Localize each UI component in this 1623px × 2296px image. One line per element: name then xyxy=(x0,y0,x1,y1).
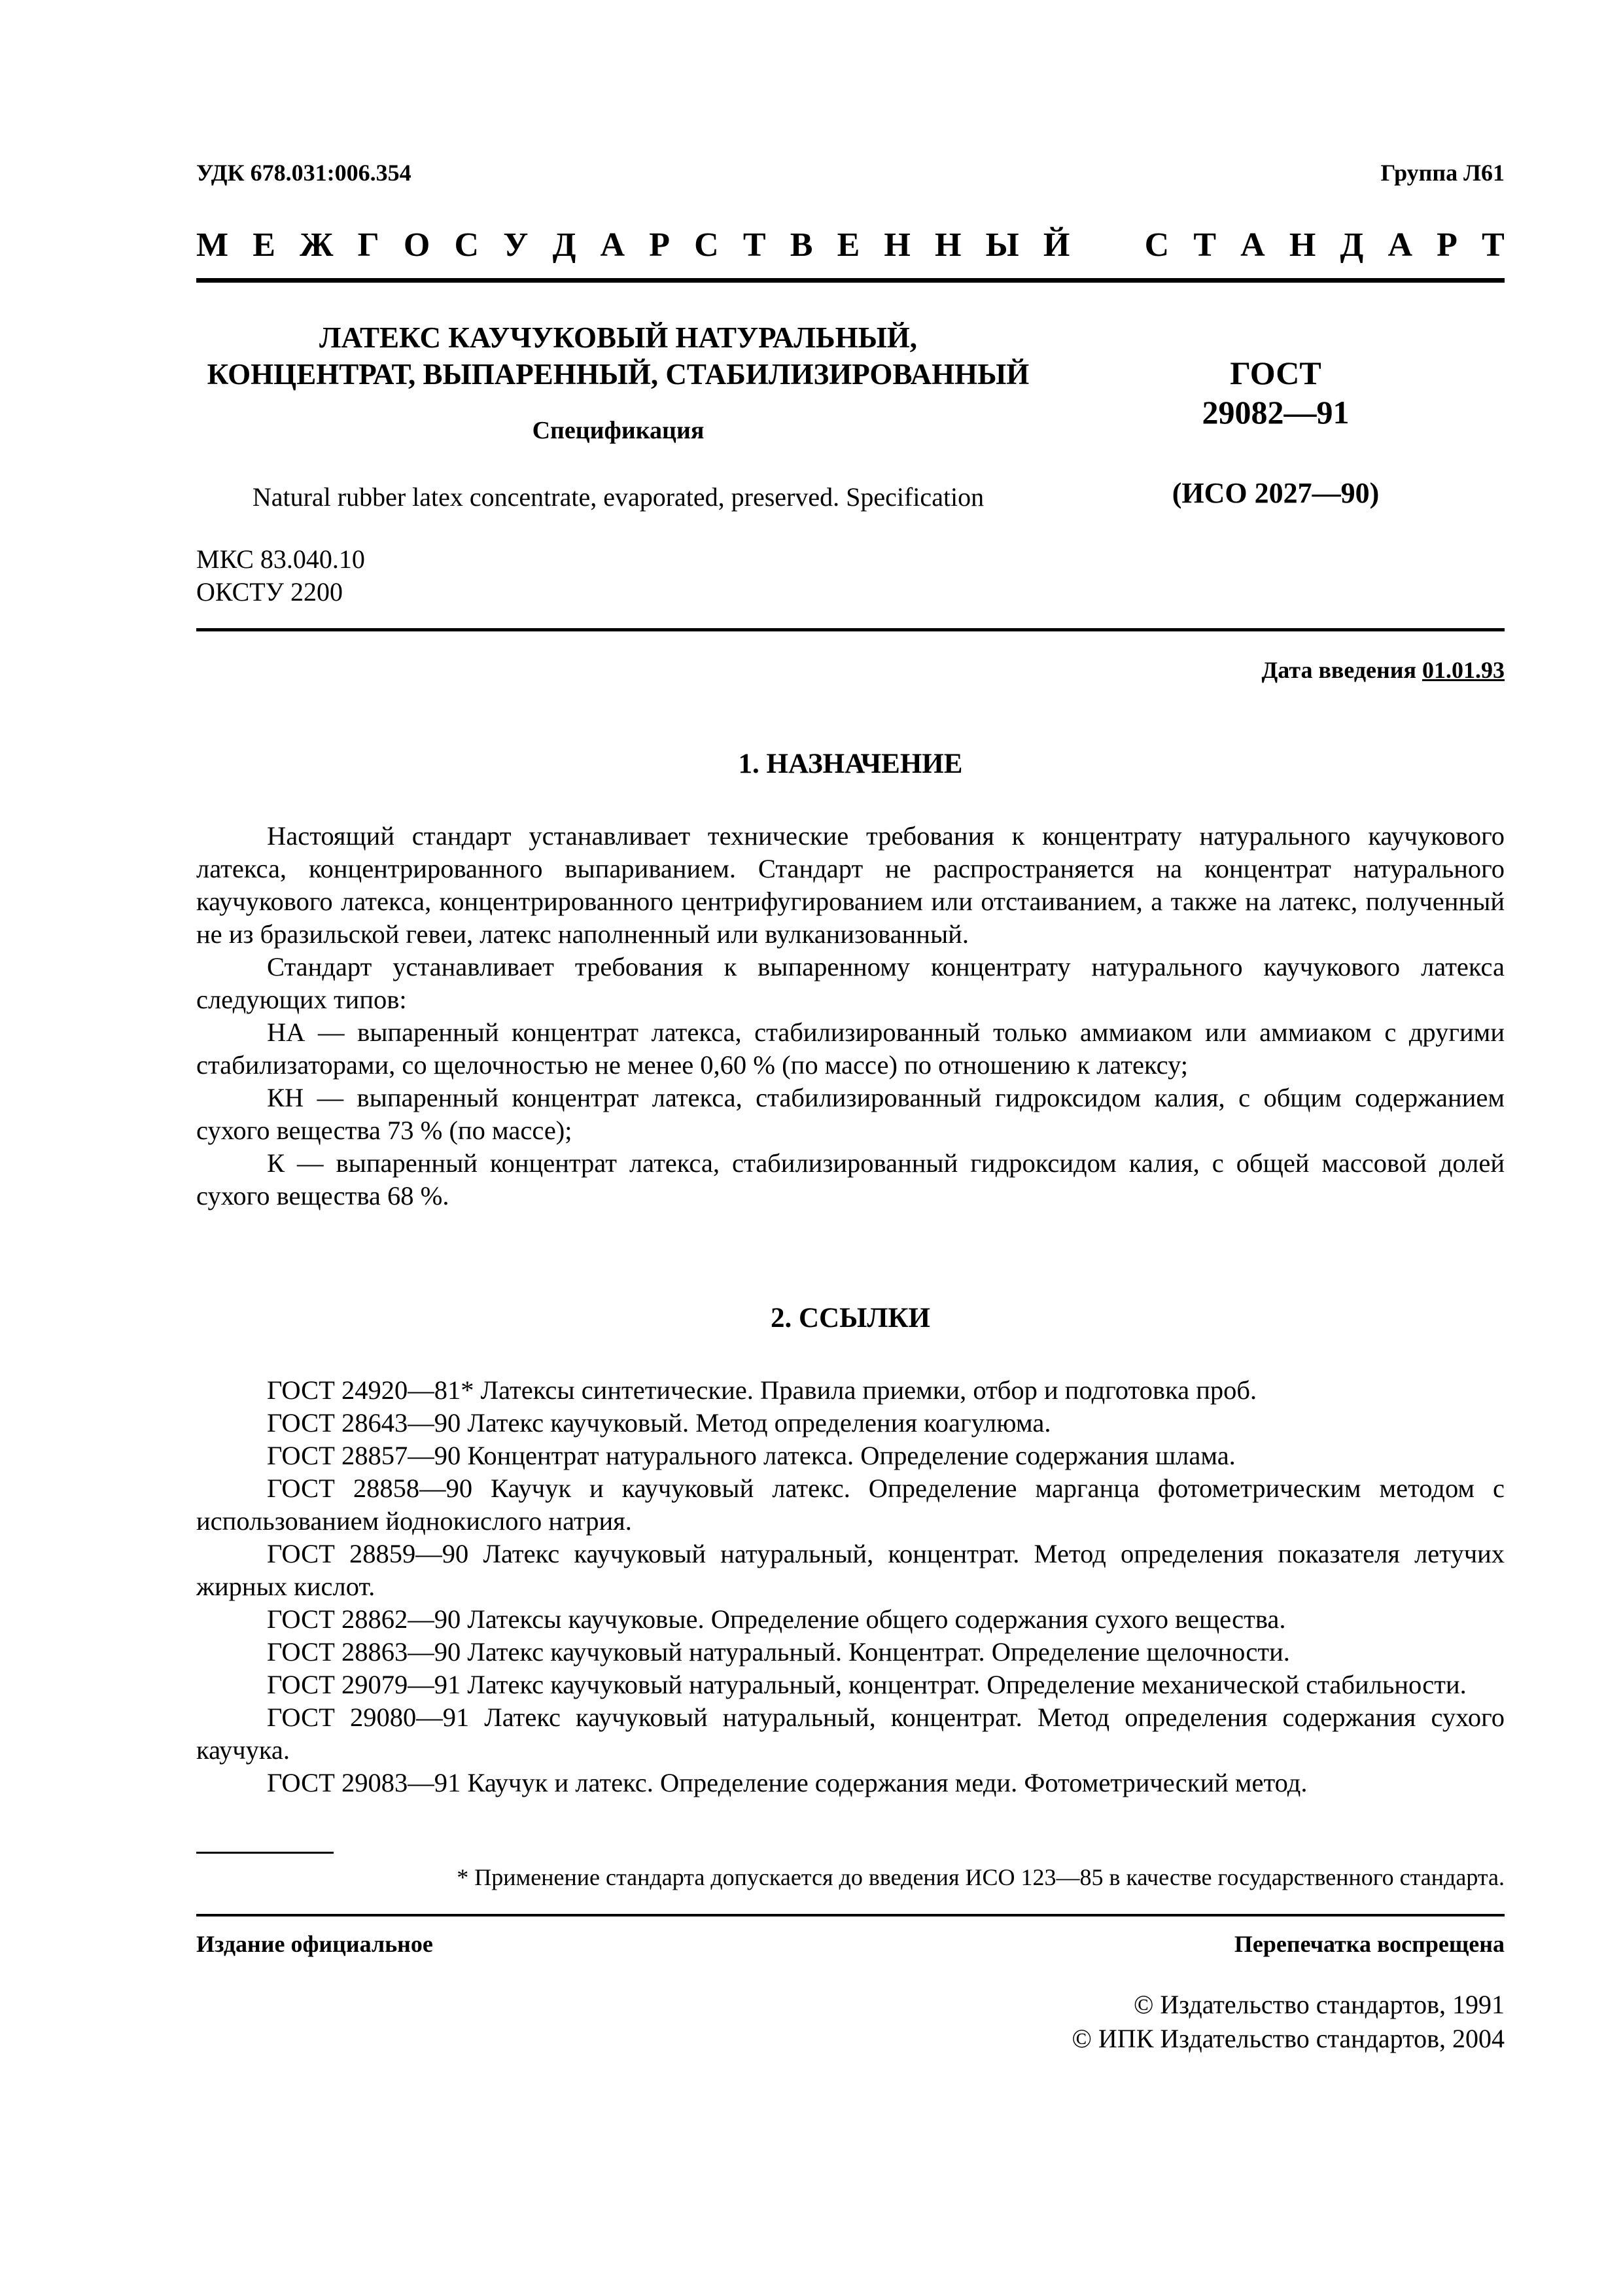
banner-letter: М xyxy=(196,226,229,264)
mks-code: МКС 83.040.10 xyxy=(196,544,365,574)
document-title xyxy=(196,319,1040,393)
udk-code: УДК 678.031:006.354 xyxy=(196,160,411,186)
gost-designation xyxy=(1138,353,1413,432)
title-line-1: ЛАТЕКС КАУЧУКОВЫЙ НАТУРАЛЬНЫЙ, xyxy=(319,321,918,354)
footer-rule xyxy=(196,1914,1505,1916)
banner-letter: Р xyxy=(649,226,670,264)
reference-item: ГОСТ 28863—90 Латекс каучуковый натуральный. Концентрат. Определение щелочности. xyxy=(267,1637,1290,1667)
reference-item: ГОСТ 28857—90 Концентрат натурального латекса. Определение содержания шлама. xyxy=(267,1441,1236,1470)
date-value: 01.01.93 xyxy=(1422,657,1505,683)
banner-letter: Ж xyxy=(300,226,334,264)
reference-item: ГОСТ 28862—90 Латексы каучуковые. Определение общего содержания сухого вещества. xyxy=(267,1604,1286,1634)
reference-item: ГОСТ 29080—91 Латекс каучуковый натуральный, концентрат. Метод определения содержания сухого каучука. xyxy=(196,1703,1505,1765)
banner-letter: Н xyxy=(1289,226,1316,264)
banner-letter: Р xyxy=(1437,226,1457,264)
reference-item: ГОСТ 24920—81* Латексы синтетические. Правила приемки, отбор и подготовка проб. xyxy=(267,1375,1257,1405)
specification-label: Спецификация xyxy=(532,417,705,444)
banner-letter: У xyxy=(503,226,529,264)
section-2-title: 2. ССЫЛКИ xyxy=(771,1303,930,1333)
banner-letter: С xyxy=(454,226,480,264)
banner-letter: О xyxy=(403,226,430,264)
banner-letter: Е xyxy=(837,226,860,264)
banner-letter: Н xyxy=(935,226,962,264)
banner-letter: Й xyxy=(1043,226,1070,264)
banner-letter: Г xyxy=(357,226,379,264)
banner-letter: Т xyxy=(742,226,766,264)
section-2-references xyxy=(196,1374,1505,1799)
copyright-line: © Издательство стандартов, 1991 xyxy=(1133,1990,1505,2019)
date-label: Дата введения xyxy=(1261,657,1416,683)
reference-item: ГОСТ 29079—91 Латекс каучуковый натуральный, концентрат. Определение механической стабильности. xyxy=(267,1670,1467,1699)
classification-codes xyxy=(196,543,365,609)
banner-letter: Е xyxy=(253,226,275,264)
copyright-block xyxy=(1072,1988,1505,2056)
banner-letter: В xyxy=(790,226,813,264)
introduction-date xyxy=(1262,656,1505,684)
paragraph: Стандарт устанавливает требования к выпаренному концентрату натурального каучукового латекса следующих типов: xyxy=(196,952,1505,1014)
interstate-standard-banner xyxy=(196,226,1505,264)
okstu-code: ОКСТУ 2200 xyxy=(196,577,343,607)
english-title: Natural rubber latex concentrate, evaporated, preserved. Specification xyxy=(252,482,985,512)
reprint-prohibited-label: Перепечатка воспрещена xyxy=(1234,1931,1505,1957)
banner-letter: А xyxy=(600,226,625,264)
header-rule xyxy=(196,278,1505,283)
copyright-line: © ИПК Издательство стандартов, 2004 xyxy=(1072,2024,1505,2053)
paragraph: Настоящий стандарт устанавливает технические требования к концентрату натурального каучукового латекса, концентрированного выпариванием. Стандарт не распространяется на концентрат натурального каучукового латекса, концентрированного центрифугированием или отстаиванием, а также на латекс, полученный не из бразильской гевеи, латекс наполненный или вулканизованный. xyxy=(196,821,1505,949)
section-1-title: 1. НАЗНАЧЕНИЕ xyxy=(738,749,963,779)
gost-label: ГОСТ xyxy=(1230,355,1321,391)
section-1-body xyxy=(196,820,1505,1212)
reference-item: ГОСТ 28643—90 Латекс каучуковый. Метод определения коагулюма. xyxy=(267,1408,1051,1438)
banner-letter: Д xyxy=(1340,226,1364,264)
iso-reference: (ИСО 2027—90) xyxy=(1172,477,1380,509)
paragraph: КН — выпаренный концентрат латекса, стабилизированный гидроксидом калия, с общим содержанием сухого вещества 73 % (по массе); xyxy=(196,1083,1505,1145)
footnote-rule xyxy=(196,1852,334,1854)
title-line-2: КОНЦЕНТРАТ, ВЫПАРЕННЫЙ, СТАБИЛИЗИРОВАННЫЙ xyxy=(207,358,1030,391)
banner-letter: Н xyxy=(884,226,911,264)
paragraph: К — выпаренный концентрат латекса, стабилизированный гидроксидом калия, с общей массовой долей сухого вещества 68 %. xyxy=(196,1148,1505,1210)
banner-letter: Д xyxy=(552,226,576,264)
banner-letter: С xyxy=(1144,226,1170,264)
title-rule xyxy=(196,628,1505,631)
footnote: * Применение стандарта допускается до введения ИСО 123—85 в качестве государственного стандарта. xyxy=(457,1864,1505,1890)
reference-item: ГОСТ 28858—90 Каучук и каучуковый латекс. Определение марганца фотометрическим методом с использованием йоднокислого натрия. xyxy=(196,1474,1505,1536)
group-code: Группа Л61 xyxy=(1380,160,1505,186)
paragraph: НА — выпаренный концентрат латекса, стабилизированный только аммиаком или аммиаком с другими стабилизаторами, со щелочностью не менее 0,60 % (по массе) по отношению к латексу; xyxy=(196,1017,1505,1080)
official-edition-label: Издание официальное xyxy=(196,1931,433,1957)
gost-number: 29082—91 xyxy=(1202,394,1350,431)
banner-letter: Т xyxy=(1193,226,1217,264)
banner-letter: А xyxy=(1387,226,1412,264)
banner-letter: А xyxy=(1240,226,1265,264)
banner-letter: Т xyxy=(1482,226,1505,264)
reference-item: ГОСТ 29083—91 Каучук и латекс. Определение содержания меди. Фотометрический метод. xyxy=(267,1768,1308,1797)
reference-item: ГОСТ 28859—90 Латекс каучуковый натуральный, концентрат. Метод определения показателя летучих жирных кислот. xyxy=(196,1539,1505,1601)
banner-letter: Ы xyxy=(985,226,1019,264)
banner-letter: С xyxy=(694,226,719,264)
